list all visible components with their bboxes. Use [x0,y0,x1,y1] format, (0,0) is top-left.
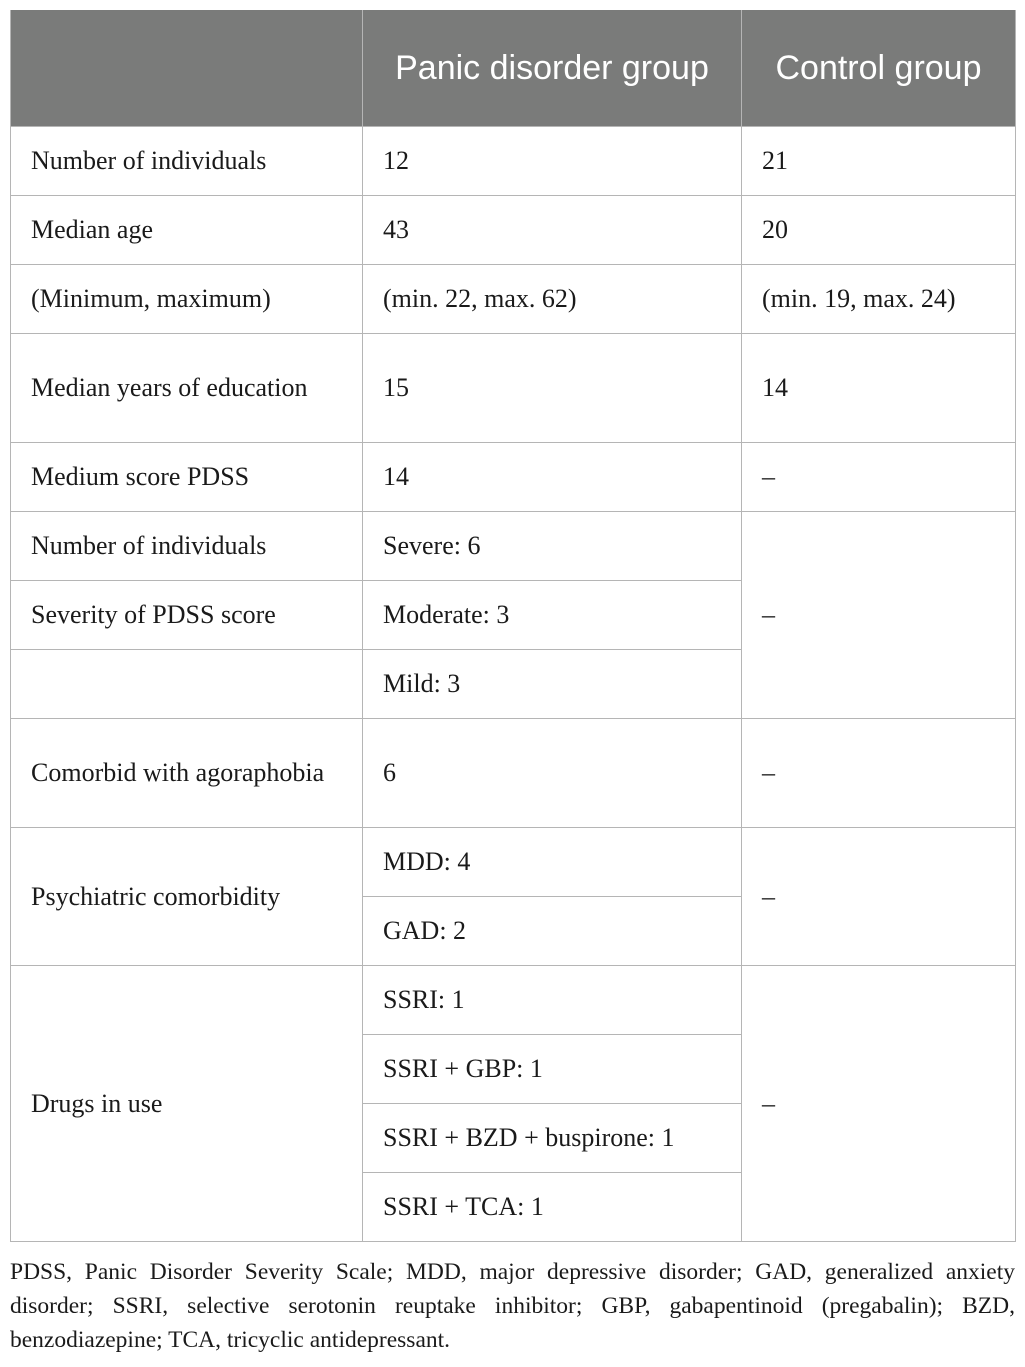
panic-value: 6 [363,718,742,827]
row-label: Number of individuals [11,511,363,580]
panic-value: SSRI + GBP: 1 [363,1034,742,1103]
table-row [11,511,1016,580]
panic-value: SSRI + TCA: 1 [363,1172,742,1241]
row-label: (Minimum, maximum) [11,264,363,333]
table-row [11,195,1016,264]
table-row [11,965,1016,1034]
control-value: (min. 19, max. 24) [742,264,1016,333]
control-value: – [742,965,1016,1241]
panic-value: 14 [363,442,742,511]
demographics-table [10,10,1016,1242]
row-label: Severity of PDSS score [11,580,363,649]
panic-value: Severe: 6 [363,511,742,580]
row-label: Psychiatric comorbidity [11,827,363,965]
panic-value: SSRI: 1 [363,965,742,1034]
panic-value: SSRI + BZD + buspirone: 1 [363,1103,742,1172]
row-label: Number of individuals [11,126,363,195]
header-empty [11,10,363,126]
control-value: – [742,442,1016,511]
control-value: 14 [742,333,1016,442]
header-row [11,10,1016,126]
control-value: 20 [742,195,1016,264]
row-label: Median years of education [11,333,363,442]
table-row [11,827,1016,896]
row-label: Median age [11,195,363,264]
header-control-group: Control group [742,10,1016,126]
control-value: – [742,511,1016,718]
panic-value: (min. 22, max. 62) [363,264,742,333]
panic-value: 12 [363,126,742,195]
table-container [10,10,1015,1242]
header-panic-disorder-group: Panic disorder group [363,10,742,126]
panic-value: 15 [363,333,742,442]
control-value: – [742,718,1016,827]
row-label: Comorbid with agoraphobia [11,718,363,827]
panic-value: Mild: 3 [363,649,742,718]
table-row [11,333,1016,442]
control-value: – [742,827,1016,965]
table-row [11,264,1016,333]
panic-value: Moderate: 3 [363,580,742,649]
table-row [11,718,1016,827]
panic-value: GAD: 2 [363,896,742,965]
table-footnote: PDSS, Panic Disorder Severity Scale; MDD, major depressive disorder; GAD, generalized anxiety disorder; SSRI, selective serotonin reuptake inhibitor; GBP, gabapentinoid (pregabalin); BZD, benzodiazepine; TCA, tricyclic antidepressant. [10,1259,1015,1353]
panic-value: 43 [363,195,742,264]
table-row [11,126,1016,195]
panic-value: MDD: 4 [363,827,742,896]
row-label: Medium score PDSS [11,442,363,511]
row-label: Drugs in use [11,965,363,1241]
row-label [11,649,363,718]
table-row [11,442,1016,511]
control-value: 21 [742,126,1016,195]
